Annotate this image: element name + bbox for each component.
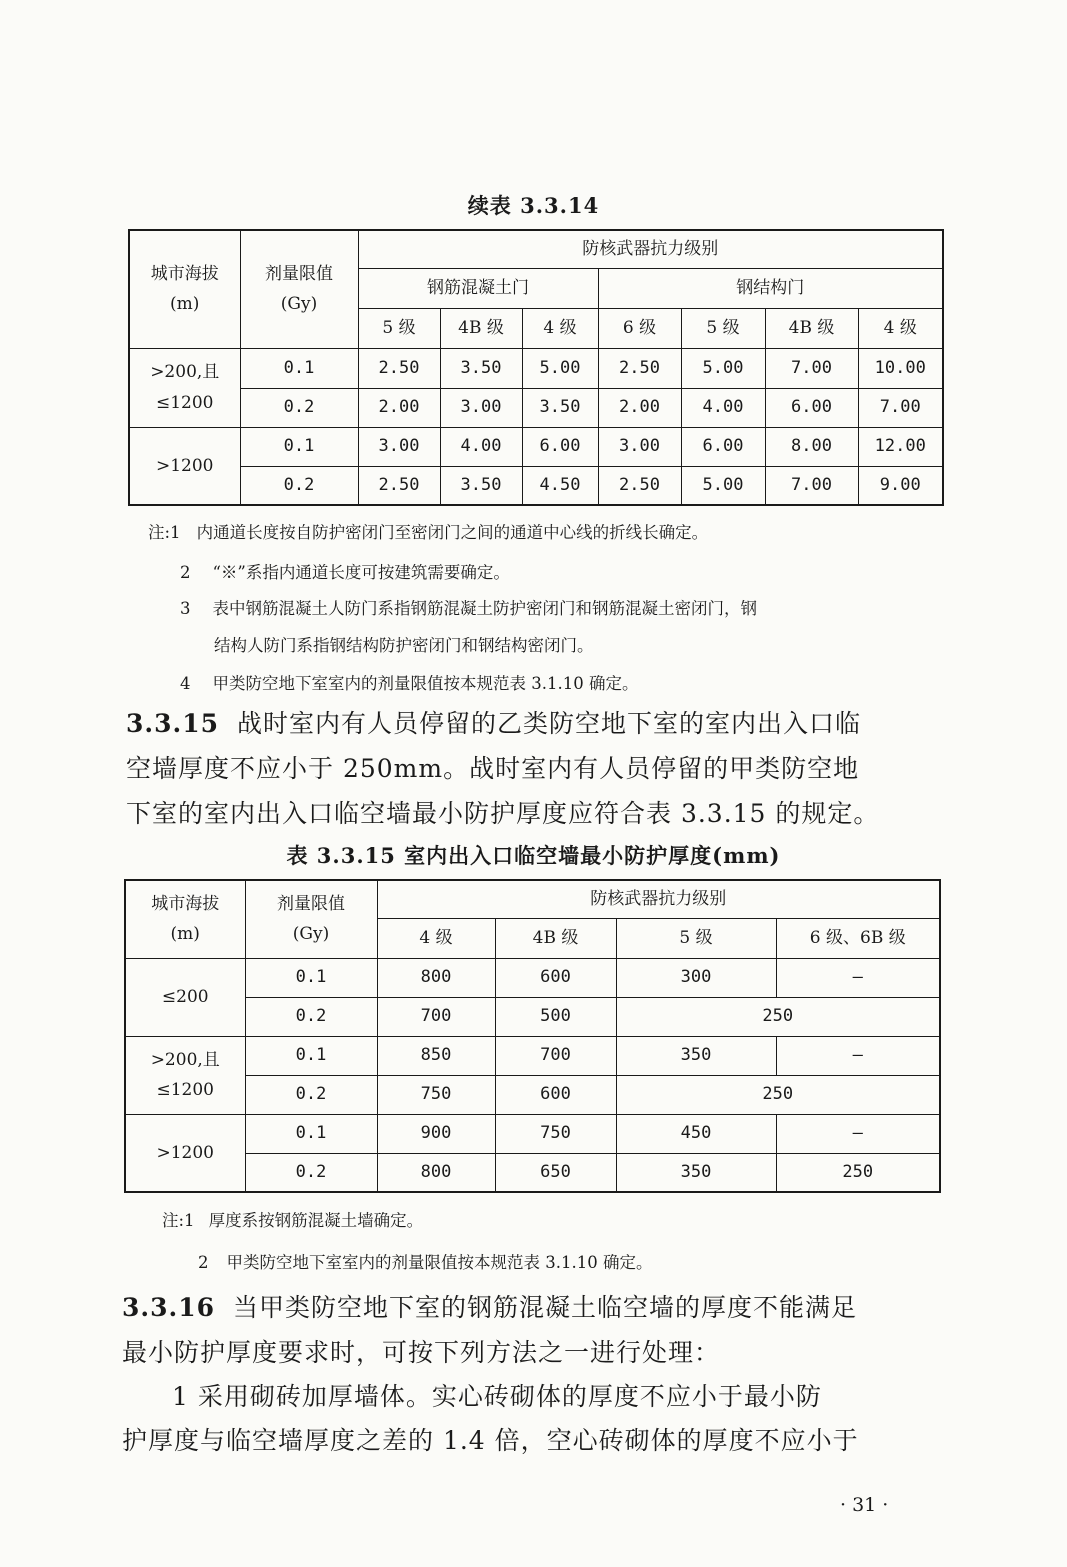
note-item: 注:1 内通道长度按自防护密闭门至密闭门之间的通道中心线的折线长确定。 xyxy=(148,523,709,542)
table-row xyxy=(125,997,940,1036)
header-altitude: 城市海拔 (m) xyxy=(125,880,245,958)
value-cell: 7.00 xyxy=(765,348,858,388)
dose-cell: 0.2 xyxy=(245,1153,377,1192)
header-col: 4B 级 xyxy=(495,918,616,958)
clause-3-3-15-line2: 空墙厚度不应小于 250mm。战时室内有人员停留的甲类防空地 xyxy=(126,754,860,783)
note-item: 2 “※”系指内通道长度可按建筑需要确定。 xyxy=(180,563,510,582)
header-col: 6 级、6B 级 xyxy=(776,918,940,958)
table-3-3-15 xyxy=(124,879,941,1193)
value-cell: 700 xyxy=(495,1036,616,1075)
altitude-cell: >1200 xyxy=(129,427,240,505)
dose-cell: 0.1 xyxy=(245,1036,377,1075)
note-item: 结构人防门系指钢结构防护密闭门和钢结构密闭门。 xyxy=(214,636,594,655)
header-col: 5 级 xyxy=(616,918,776,958)
value-cell: 8.00 xyxy=(765,427,858,466)
value-cell: 4.50 xyxy=(522,466,598,505)
header-dose: 剂量限值 (Gy) xyxy=(245,880,377,958)
value-cell: — xyxy=(776,1036,940,1075)
header-rc-door: 钢筋混凝土门 xyxy=(358,268,598,308)
dose-cell: 0.1 xyxy=(245,1114,377,1153)
clause-number: 3.3.16 xyxy=(122,1293,215,1322)
value-cell: 9.00 xyxy=(858,466,943,505)
value-cell: 850 xyxy=(377,1036,495,1075)
header-col: 4 级 xyxy=(522,308,598,348)
value-cell: 3.50 xyxy=(440,466,522,505)
value-cell: 350 xyxy=(616,1153,776,1192)
table-row xyxy=(129,388,943,427)
value-cell: 900 xyxy=(377,1114,495,1153)
value-cell: 700 xyxy=(377,997,495,1036)
clause-number: 3.3.15 xyxy=(126,709,219,738)
dose-cell: 0.2 xyxy=(245,1075,377,1114)
table-3-3-14 xyxy=(128,229,944,506)
clause-3-3-16-item1-line2: 护厚度与临空墙厚度之差的 1.4 倍，空心砖砌体的厚度不应小于 xyxy=(122,1426,859,1455)
value-cell: 6.00 xyxy=(765,388,858,427)
value-cell: 250 xyxy=(776,1153,940,1192)
dose-cell: 0.2 xyxy=(245,997,377,1036)
table-row xyxy=(129,348,943,388)
header-col: 4B 级 xyxy=(765,308,858,348)
clause-3-3-16-item1-line1: 1 采用砌砖加厚墙体。实心砖砌体的厚度不应小于最小防 xyxy=(172,1382,822,1411)
value-cell: 2.50 xyxy=(358,466,440,505)
note-item: 4 甲类防空地下室室内的剂量限值按本规范表 3.1.10 确定。 xyxy=(180,674,639,693)
table-row xyxy=(125,1114,940,1153)
value-cell: 3.00 xyxy=(598,427,681,466)
value-cell: 800 xyxy=(377,1153,495,1192)
note-item: 3 表中钢筋混凝土人防门系指钢筋混凝土防护密闭门和钢筋混凝土密闭门，钢 xyxy=(180,599,757,618)
value-cell: 7.00 xyxy=(858,388,943,427)
header-col: 5 级 xyxy=(681,308,765,348)
header-altitude: 城市海拔 (m) xyxy=(129,230,240,348)
merged-value-cell: 250 xyxy=(616,997,940,1036)
value-cell: 5.00 xyxy=(681,466,765,505)
header-col: 5 级 xyxy=(358,308,440,348)
value-cell: 6.00 xyxy=(522,427,598,466)
value-cell: 350 xyxy=(616,1036,776,1075)
dose-cell: 0.2 xyxy=(240,388,358,427)
value-cell: 650 xyxy=(495,1153,616,1192)
note-item: 注:1 厚度系按钢筋混凝土墙确定。 xyxy=(162,1211,424,1230)
value-cell: 2.50 xyxy=(598,348,681,388)
value-cell: 3.00 xyxy=(358,427,440,466)
value-cell: 750 xyxy=(377,1075,495,1114)
value-cell: 800 xyxy=(377,958,495,997)
value-cell: 2.50 xyxy=(598,466,681,505)
dose-cell: 0.1 xyxy=(240,427,358,466)
dose-cell: 0.1 xyxy=(245,958,377,997)
value-cell: 750 xyxy=(495,1114,616,1153)
value-cell: 600 xyxy=(495,958,616,997)
value-cell: — xyxy=(776,1114,940,1153)
value-cell: 5.00 xyxy=(522,348,598,388)
altitude-cell: ≤200 xyxy=(125,958,245,1036)
value-cell: 300 xyxy=(616,958,776,997)
value-cell: 500 xyxy=(495,997,616,1036)
value-cell: 600 xyxy=(495,1075,616,1114)
value-cell: 6.00 xyxy=(681,427,765,466)
clause-3-3-15-line3: 下室的室内出入口临空墙最小防护厚度应符合表 3.3.15 的规定。 xyxy=(126,799,880,828)
value-cell: 5.00 xyxy=(681,348,765,388)
table-row xyxy=(129,427,943,466)
value-cell: 2.50 xyxy=(358,348,440,388)
header-level: 防核武器抗力级别 xyxy=(358,230,943,268)
altitude-cell: >1200 xyxy=(125,1114,245,1192)
table-row xyxy=(125,1075,940,1114)
value-cell: 450 xyxy=(616,1114,776,1153)
value-cell: — xyxy=(776,958,940,997)
header-level: 防核武器抗力级别 xyxy=(377,880,940,918)
note-item: 2 甲类防空地下室室内的剂量限值按本规范表 3.1.10 确定。 xyxy=(198,1253,653,1272)
table-row xyxy=(125,1036,940,1075)
dose-cell: 0.2 xyxy=(240,466,358,505)
value-cell: 3.50 xyxy=(522,388,598,427)
page-number: · 31 · xyxy=(840,1494,889,1516)
dose-cell: 0.1 xyxy=(240,348,358,388)
value-cell: 3.00 xyxy=(440,388,522,427)
table-row xyxy=(125,958,940,997)
header-col: 6 级 xyxy=(598,308,681,348)
altitude-cell: >200,且 ≤1200 xyxy=(125,1036,245,1114)
table2-caption: 表 3.3.15 室内出入口临空墙最小防护厚度(mm) xyxy=(286,843,781,868)
altitude-cell: >200,且 ≤1200 xyxy=(129,348,240,427)
table1-caption: 续表 3.3.14 xyxy=(467,193,600,218)
header-dose: 剂量限值 (Gy) xyxy=(240,230,358,348)
value-cell: 7.00 xyxy=(765,466,858,505)
value-cell: 4.00 xyxy=(440,427,522,466)
table-row xyxy=(125,1153,940,1192)
clause-3-3-16-line1: 3.3.16 当甲类防空地下室的钢筋混凝土临空墙的厚度不能满足 xyxy=(122,1293,858,1322)
value-cell: 2.00 xyxy=(358,388,440,427)
header-col: 4 级 xyxy=(858,308,943,348)
header-col: 4 级 xyxy=(377,918,495,958)
clause-3-3-16-line2: 最小防护厚度要求时，可按下列方法之一进行处理： xyxy=(122,1338,721,1367)
value-cell: 2.00 xyxy=(598,388,681,427)
merged-value-cell: 250 xyxy=(616,1075,940,1114)
value-cell: 3.50 xyxy=(440,348,522,388)
value-cell: 4.00 xyxy=(681,388,765,427)
header-col: 4B 级 xyxy=(440,308,522,348)
value-cell: 10.00 xyxy=(858,348,943,388)
clause-3-3-15-line1: 3.3.15 战时室内有人员停留的乙类防空地下室的室内出入口临 xyxy=(126,709,862,738)
table-row xyxy=(129,466,943,505)
value-cell: 12.00 xyxy=(858,427,943,466)
header-steel-door: 钢结构门 xyxy=(598,268,943,308)
